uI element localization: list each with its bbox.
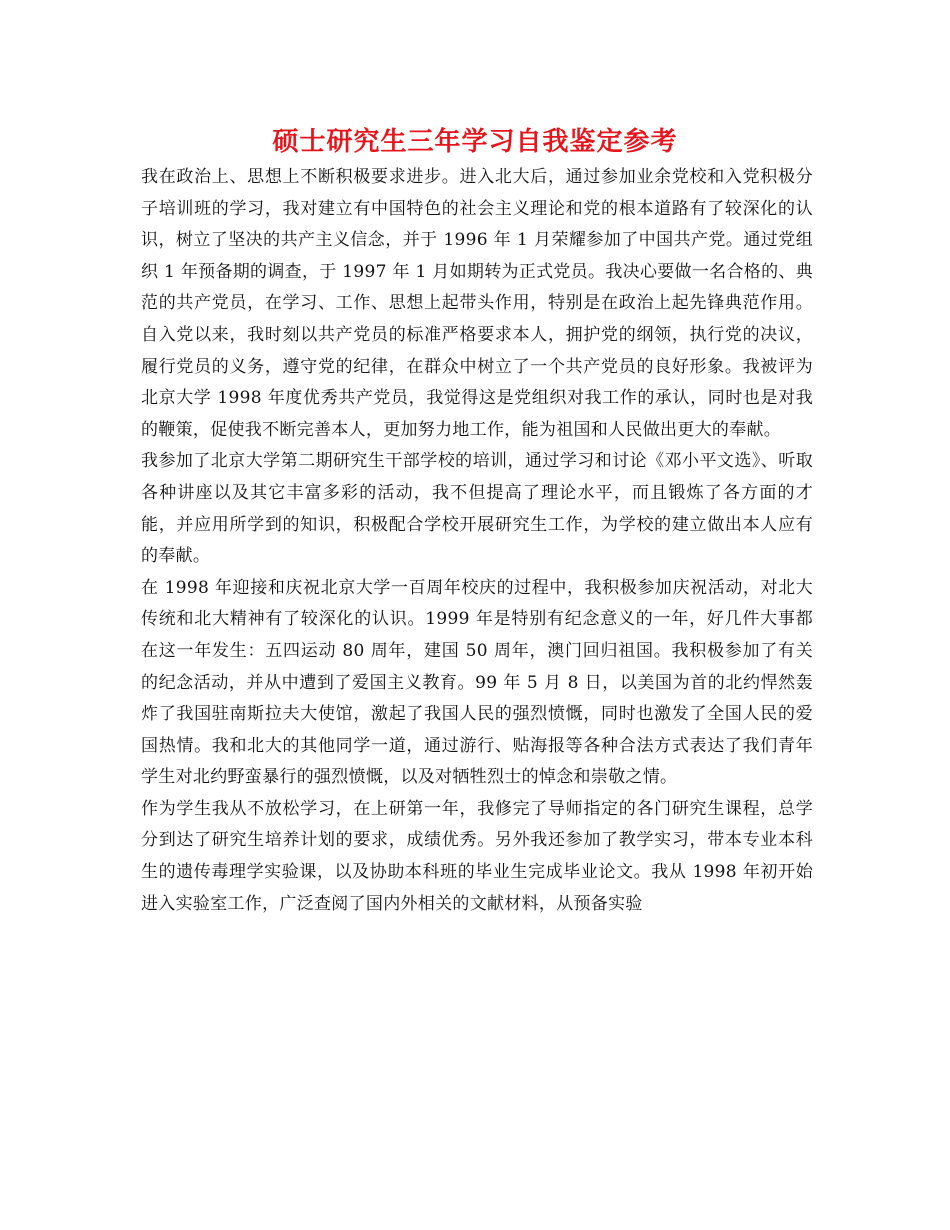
document-title: 硕士研究生三年学习自我鉴定参考 [272, 127, 678, 157]
paragraph-1: 我在政治上、思想上不断积极要求进步。进入北大后，通过参加业余党校和入党积极分子培训班的学习，我对建立有中国特色的社会主义理论和党的根本道路有了较深化的认识，树立了坚决的共产主义信念，并于 1996 年 1 月荣耀参加了中国共产党。通过党组织 1 年预备期的调查，于 1997 年 1 月如期转为正式党员。我决心要做一名合格的、典范的共产党员，在学习、工作、思想上起带头作用，特别是在政治上起先锋典范作用。自入党以来，我时刻以共产党员的标准严格要求本人，拥护党的纲领，执行党的决议，履行党员的义务，遵守党的纪律，在群众中树立了一个共产党员的良好形象。我被评为北京大学 1998 年度优秀共产党员，我觉得这是党组织对我工作的承认，同时也是对我的鞭策，促使我不断完善本人，更加努力地工作，能为祖国和人民做出更大的奉献。 [141, 167, 813, 440]
document-body [141, 162, 813, 920]
paragraph-4: 作为学生我从不放松学习，在上研第一年，我修完了导师指定的各门研究生课程，总学分到达了研究生培养计划的要求，成绩优秀。另外我还参加了教学实习，带本专业本科生的遗传毒理学实验课，以及协助本科班的毕业生完成毕业论文。我从 1998 年初开始进入实验室工作，广泛查阅了国内外相关的文献材料，从预备实验 [141, 798, 813, 914]
paragraph-3: 在 1998 年迎接和庆祝北京大学一百周年校庆的过程中，我积极参加庆祝活动，对北大传统和北大精神有了较深化的认识。1999 年是特别有纪念意义的一年，好几件大事都在这一年发生：五四运动 80 周年，建国 50 周年，澳门回归祖国。我积极参加了有关的纪念活动，并从中遭到了爱国主义教育。99 年 5 月 8 日，以美国为首的北约悍然轰炸了我国驻南斯拉夫大使馆，激起了我国人民的强烈愤慨，同时也激发了全国人民的爱国热情。我和北大的其他同学一道，通过游行、贴海报等各种合法方式表达了我们青年学生对北约野蛮暴行的强烈愤慨，以及对牺牲烈士的悼念和崇敬之情。 [141, 577, 813, 788]
paragraph-2: 我参加了北京大学第二期研究生干部学校的培训，通过学习和讨论《邓小平文选》、听取各种讲座以及其它丰富多彩的活动，我不但提高了理论水平，而且锻炼了各方面的才能，并应用所学到的知识，积极配合学校开展研究生工作，为学校的建立做出本人应有的奉献。 [141, 451, 813, 567]
